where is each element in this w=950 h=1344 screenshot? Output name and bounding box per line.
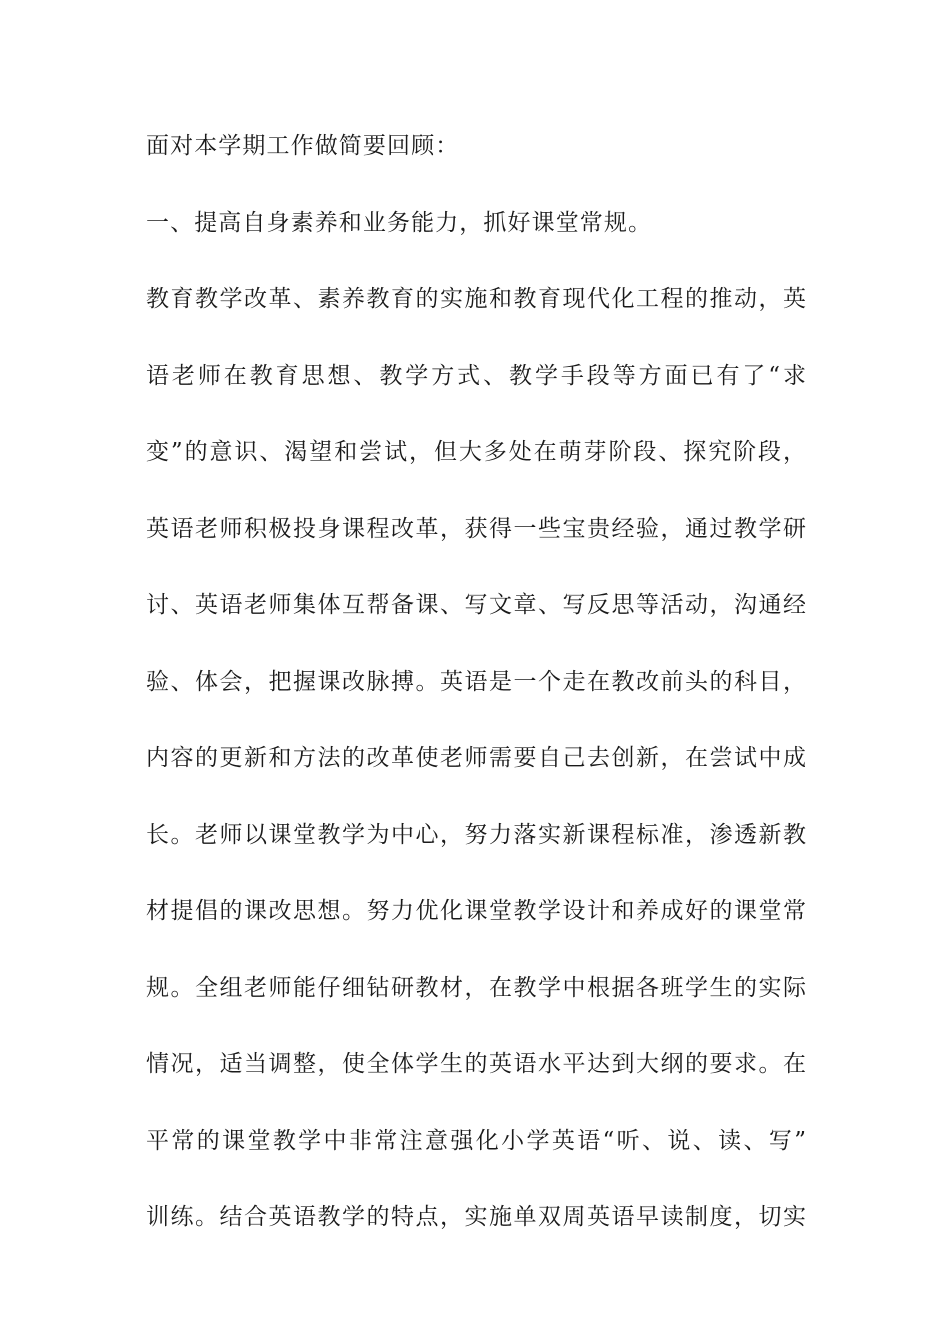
body-line: 平常的课堂教学中非常注意强化小学英语“听、说、读、写” — [146, 1127, 806, 1154]
body-line: 情况，适当调整，使全体学生的英语水平达到大纲的要求。在 — [146, 1051, 806, 1077]
section-heading: 一、提高自身素养和业务能力，抓好课堂常规。 — [146, 209, 653, 236]
body-line: 教育教学改革、素养教育的实施和教育现代化工程的推动，英 — [146, 286, 806, 312]
body-line: 长。老师以课堂教学为中心，努力落实新课程标准，渗透新教 — [146, 821, 806, 848]
body-line: 内容的更新和方法的改革使老师需要自己去创新，在尝试中成 — [146, 745, 806, 771]
body-line: 讨、英语老师集体互帮备课、写文章、写反思等活动，沟通经 — [146, 592, 806, 618]
body-line: 验、体会，把握课改脉搏。英语是一个走在教改前头的科目， — [146, 668, 806, 695]
body-line: 材提倡的课改思想。努力优化课堂教学设计和养成好的课堂常 — [146, 898, 806, 924]
body-line: 训练。结合英语教学的特点，实施单双周英语早读制度，切实 — [146, 1204, 806, 1230]
body-line: 规。全组老师能仔细钻研教材，在教学中根据各班学生的实际 — [146, 974, 806, 1001]
document-body — [146, 134, 806, 1282]
body-line: 变”的意识、渴望和尝试，但大多处在萌芽阶段、探究阶段， — [146, 439, 806, 465]
body-line: 语老师在教育思想、教学方式、教学手段等方面已有了“求 — [146, 362, 806, 389]
body-line: 英语老师积极投身课程改革，获得一些宝贵经验，通过教学研 — [146, 515, 806, 542]
intro-line: 面对本学期工作做简要回顾： — [146, 133, 460, 159]
